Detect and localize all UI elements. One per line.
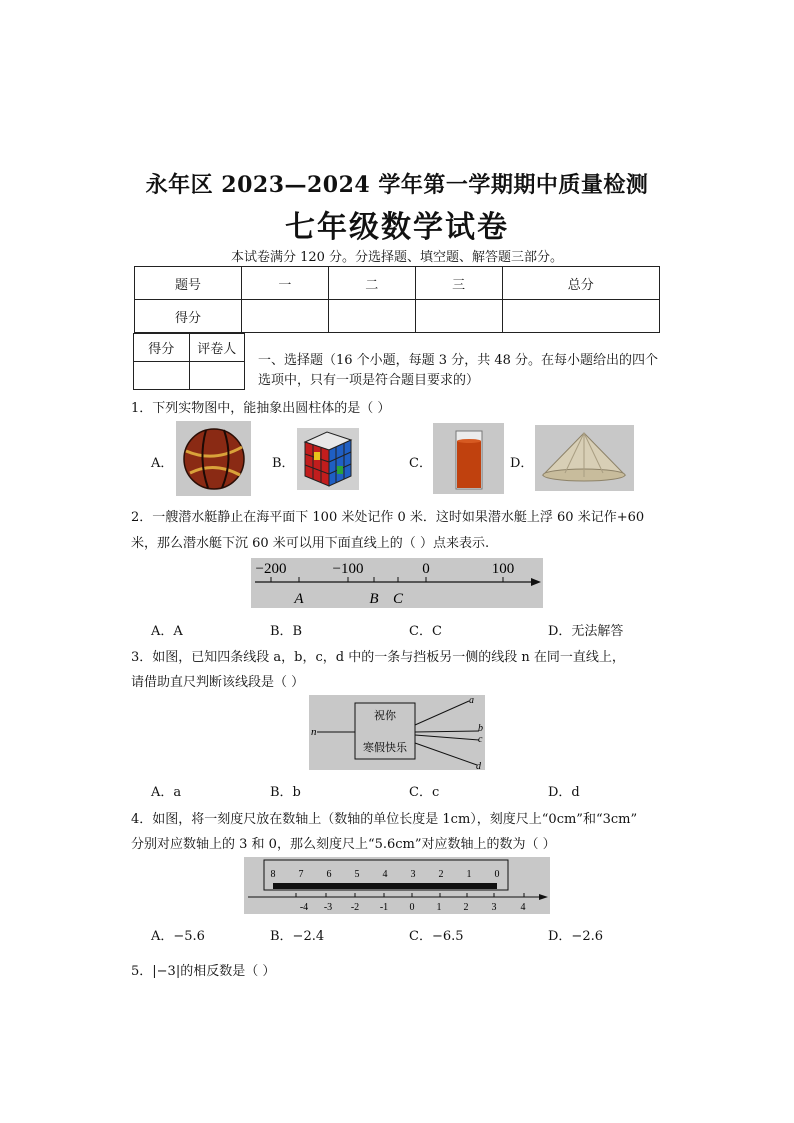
exam-note: 本试卷满分 120 分。分选择题、填空题、解答题三部分。 xyxy=(230,250,564,265)
q2-tick-label: 100 xyxy=(491,561,515,577)
question-4-stem-line1: 4．如图，将一刻度尺放在数轴上（数轴的单位长度是 1cm），刻度尺上“0cm”和“3cm” xyxy=(131,812,638,827)
q3-option-a: A．a xyxy=(151,785,182,800)
score-table-cell xyxy=(328,300,415,333)
section-heading: 一、选择题（16 个小题，每题 3 分，共 48 分。在每小题给出的四个选项中，只有一项是符合题目要求的） xyxy=(258,353,659,388)
q3-line-label: a xyxy=(469,695,474,706)
conical-hat-icon xyxy=(535,425,634,491)
score-table-cell xyxy=(242,300,329,333)
q4-axis-mark: 1 xyxy=(436,902,442,913)
q3-board-figure xyxy=(309,695,485,770)
score-table-cell xyxy=(502,300,659,333)
score-table-cell: 二 xyxy=(328,267,415,300)
score-table-cell: 题号 xyxy=(135,267,242,300)
q4-ruler-mark: 6 xyxy=(326,869,332,880)
q3-line-label: n xyxy=(311,726,317,738)
q2-option-a: A．A xyxy=(151,624,183,639)
q3-line-label: c xyxy=(478,734,483,745)
basketball-icon xyxy=(176,421,251,496)
question-3-stem-line2: 请借助直尺判断该线段是（ ） xyxy=(131,675,305,690)
score-table-cell: 得分 xyxy=(135,300,242,333)
grader-score-cell xyxy=(134,362,190,390)
question-3-stem-line1: 3．如图，已知四条线段 a，b，c，d 中的一条与挡板另一侧的线段 n 在同一直线上， xyxy=(131,650,625,665)
q4-option-c: C．−6.5 xyxy=(409,929,464,944)
score-table-row xyxy=(135,267,660,300)
q3-option-b: B．b xyxy=(270,785,301,800)
score-table-cell: 总分 xyxy=(502,267,659,300)
q3-line-label: d xyxy=(476,761,481,770)
q2-tick-label: −200 xyxy=(255,561,287,577)
q4-axis-mark: -3 xyxy=(323,902,333,913)
q4-ruler-mark: 5 xyxy=(354,869,360,880)
rubiks-cube-icon xyxy=(297,428,359,490)
q4-option-a: A．−5.6 xyxy=(151,929,205,944)
q2-tick-label: −100 xyxy=(332,561,364,577)
q4-axis-mark: -1 xyxy=(379,902,389,913)
q2-option-d: D．无法解答 xyxy=(548,624,624,639)
cylinder-glass-icon xyxy=(433,423,504,494)
score-table-cell xyxy=(415,300,502,333)
question-1-stem: 1．下列实物图中，能抽象出圆柱体的是（ ） xyxy=(131,401,391,416)
q4-ruler-mark: 7 xyxy=(298,869,304,880)
q4-ruler-mark: 1 xyxy=(466,869,472,880)
q2-point-label: A xyxy=(294,591,304,607)
q3-line-label: b xyxy=(478,723,483,734)
q4-axis-mark: -2 xyxy=(350,902,360,913)
q1-option-d-label: D． xyxy=(510,456,534,471)
q4-axis-mark: 0 xyxy=(409,902,415,913)
score-table-row xyxy=(135,300,660,333)
exam-title-line2: 七年级数学试卷 xyxy=(285,210,509,245)
grader-name-label: 评卷人 xyxy=(189,334,245,362)
q2-tick-label: 0 xyxy=(422,561,430,577)
q4-ruler-mark: 3 xyxy=(410,869,416,880)
grader-score-label: 得分 xyxy=(134,334,190,362)
q2-point-label: C xyxy=(392,591,404,607)
q4-ruler-mark: 0 xyxy=(494,869,500,880)
q4-axis-mark: 2 xyxy=(463,902,469,913)
grader-name-cell xyxy=(189,362,245,390)
q3-option-c: C．c xyxy=(409,785,440,800)
q4-option-d: D．−2.6 xyxy=(548,929,603,944)
q4-axis-mark: -4 xyxy=(299,902,309,913)
q2-option-b: B．B xyxy=(270,624,303,639)
q4-axis-mark: 4 xyxy=(520,902,526,913)
question-2-stem-line1: 2．一艘潜水艇静止在海平面下 100 米处记作 0 米．这时如果潜水艇上浮 60 米记作+60 xyxy=(131,510,645,525)
q3-option-d: D．d xyxy=(548,785,580,800)
score-table xyxy=(134,266,660,333)
grader-table xyxy=(133,333,245,390)
q2-number-line xyxy=(251,558,543,608)
question-2-stem-line2: 米，那么潜水艇下沉 60 米可以用下面直线上的（ ）点来表示. xyxy=(131,536,490,551)
question-5-stem: 5．|−3|的相反数是（ ） xyxy=(131,964,276,979)
q1-option-c-label: C． xyxy=(409,456,432,471)
q2-point-label: B xyxy=(369,591,379,607)
q4-ruler-mark: 4 xyxy=(382,869,388,880)
q1-option-b-label: B． xyxy=(272,456,295,471)
exam-title-line1: 永年区 2023—2024 学年第一学期期中质量检测 xyxy=(145,172,649,198)
q4-ruler-mark: 8 xyxy=(270,869,276,880)
q3-board-bottom-text: 寒假快乐 xyxy=(363,742,407,754)
q4-ruler-mark: 2 xyxy=(438,869,444,880)
score-table-cell: 三 xyxy=(415,267,502,300)
question-4-stem-line2: 分别对应数轴上的 3 和 0，那么刻度尺上“5.6cm”对应数轴上的数为（ ） xyxy=(131,837,556,852)
score-table-cell: 一 xyxy=(242,267,329,300)
q4-ruler-figure xyxy=(244,857,550,914)
q3-board-top-text: 祝你 xyxy=(374,710,396,722)
q1-option-a-label: A． xyxy=(151,456,174,471)
q4-option-b: B．−2.4 xyxy=(270,929,325,944)
q4-axis-mark: 3 xyxy=(491,902,497,913)
q2-option-c: C．C xyxy=(409,624,442,639)
